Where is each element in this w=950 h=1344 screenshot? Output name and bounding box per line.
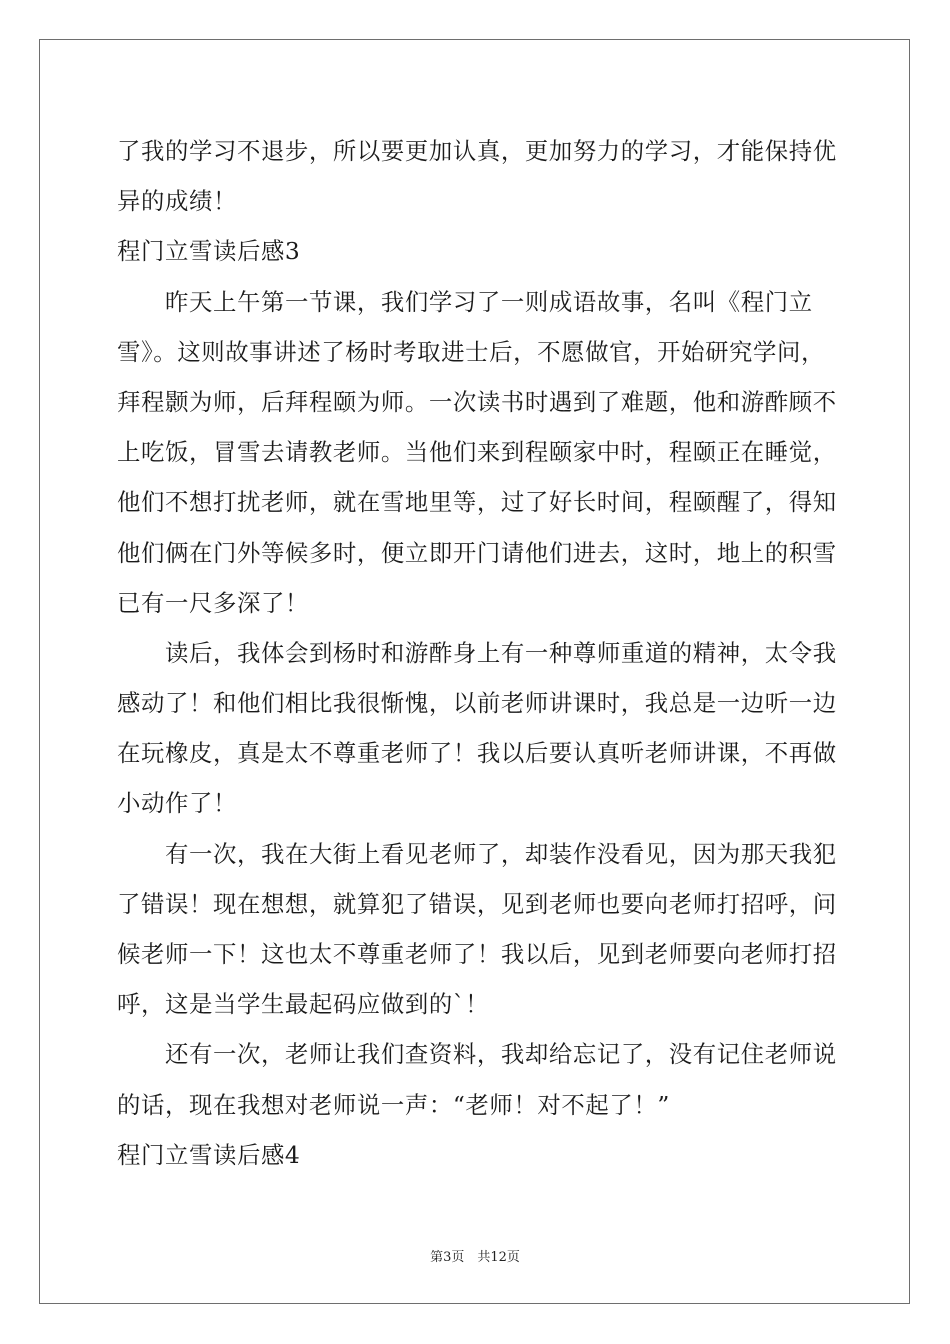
text-line: 的话，现在我想对老师说一声：“老师！对不起了！” <box>117 1090 670 1119</box>
text-line: 在玩橡皮，真是太不尊重老师了！我以后要认真听老师讲课，不再做 <box>117 739 837 768</box>
paragraph-start-line: 昨天上午第一节课，我们学习了一则成语故事，名叫《程门立 <box>165 287 813 316</box>
text-line: 拜程颢为师，后拜程颐为师。一次读书时遇到了难题，他和游酢顾不 <box>117 387 837 416</box>
section-heading: 程门立雪读后感4 <box>117 1140 301 1169</box>
section-heading: 程门立雪读后感3 <box>117 237 301 266</box>
text-line: 已有一尺多深了！ <box>117 588 309 617</box>
text-line: 了错误！现在想想，就算犯了错误，见到老师也要向老师打招呼，问 <box>117 889 837 918</box>
text-line: 了我的学习不退步，所以要更加认真，更加努力的学习，才能保持优 <box>117 137 837 165</box>
text-line: 候老师一下！这也太不尊重老师了！我以后，见到老师要向老师打招 <box>117 940 837 968</box>
text-line: 异的成绩！ <box>117 187 237 216</box>
text-line: 雪》。这则故事讲述了杨时考取进士后，不愿做官，开始研究学问， <box>117 337 826 366</box>
text-line: 上吃饭，冒雪去请教老师。当他们来到程颐家中时，程颐正在睡觉， <box>117 438 837 467</box>
paragraph-start-line: 有一次，我在大街上看见老师了，却装作没看见，因为那天我犯 <box>165 839 837 868</box>
text-line: 他们不想打扰老师，就在雪地里等，过了好长时间，程颐醒了，得知 <box>117 488 837 517</box>
page-number-footer: 第3页 共12页 <box>430 1250 520 1265</box>
text-line: 他们俩在门外等候多时，便立即开门请他们进去，这时，地上的积雪 <box>117 538 837 567</box>
paragraph-start-line: 还有一次，老师让我们查资料，我却给忘记了，没有记住老师说 <box>165 1040 837 1069</box>
text-line: 呼，这是当学生最起码应做到的`！ <box>117 990 490 1019</box>
document-body <box>117 126 837 1180</box>
paragraph-start-line: 读后，我体会到杨时和游酢身上有一种尊师重道的精神，太令我 <box>165 638 837 667</box>
text-line: 小动作了！ <box>117 789 237 818</box>
text-line: 感动了！和他们相比我很惭愧，以前老师讲课时，我总是一边听一边 <box>117 689 837 718</box>
